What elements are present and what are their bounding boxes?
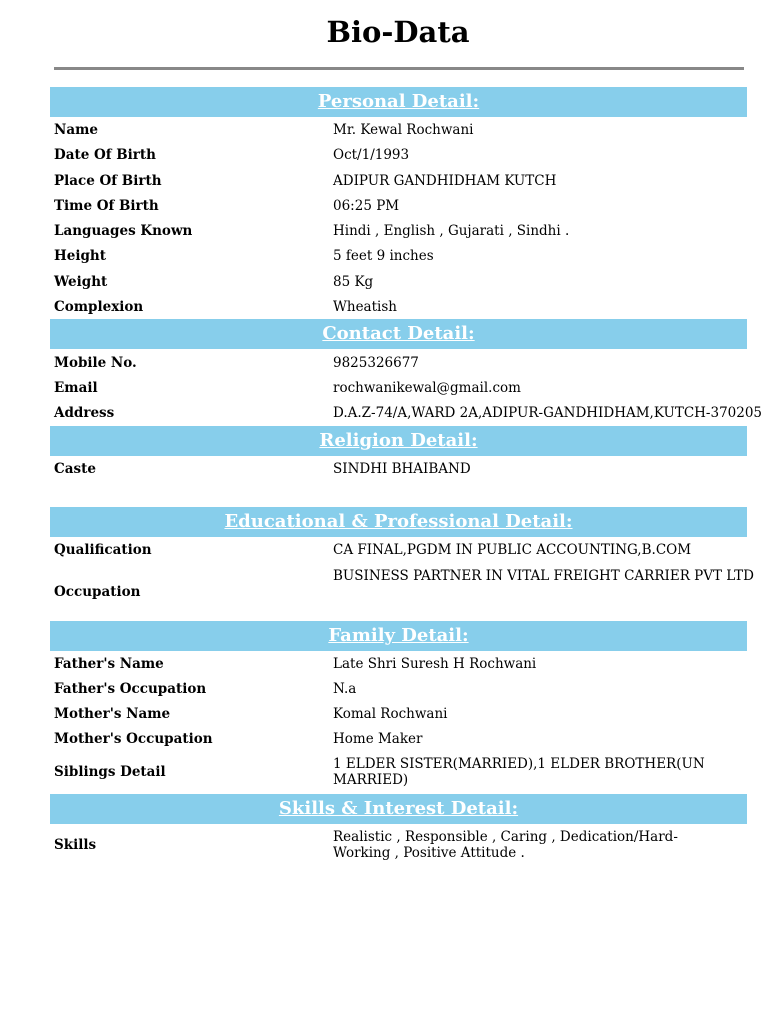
row-label: Mother's Name	[54, 706, 171, 722]
row-label: Weight	[54, 274, 108, 290]
row-value: N.a	[333, 681, 357, 697]
section-heading-education: Educational & Professional Detail:	[50, 507, 747, 537]
row-label: Siblings Detail	[54, 764, 166, 780]
section-heading-contact: Contact Detail:	[50, 319, 747, 349]
row-label: Skills	[54, 837, 97, 853]
row-value: 9825326677	[333, 355, 419, 371]
row-label: Mobile No.	[54, 355, 137, 371]
row-label: Qualification	[54, 542, 152, 558]
row-value: Hindi , English , Gujarati , Sindhi .	[333, 223, 570, 239]
row-value: CA FINAL,PGDM IN PUBLIC ACCOUNTING,B.COM	[333, 542, 692, 558]
row-value: 06:25 PM	[333, 198, 400, 214]
row-label: Caste	[54, 461, 96, 477]
row-label: Email	[54, 380, 98, 396]
row-value: Late Shri Suresh H Rochwani	[333, 656, 537, 672]
page-title: Bio-Data	[326, 15, 470, 49]
section-heading-personal: Personal Detail:	[50, 87, 747, 117]
row-label: Time Of Birth	[54, 198, 159, 214]
row-value: 85 Kg	[333, 274, 374, 290]
row-label: Name	[54, 122, 98, 138]
row-value: rochwanikewal@gmail.com	[333, 380, 521, 396]
row-value: Realistic , Responsible , Caring , Dedication/Hard-Working , Positive Attitude .	[333, 829, 678, 861]
row-value: 5 feet 9 inches	[333, 248, 434, 264]
row-value: Oct/1/1993	[333, 147, 410, 163]
row-label: Father's Name	[54, 656, 164, 672]
row-value: Mr. Kewal Rochwani	[333, 122, 474, 138]
row-label: Occupation	[54, 584, 141, 600]
row-label: Place Of Birth	[54, 173, 162, 189]
section-heading-family: Family Detail:	[50, 621, 747, 651]
section-heading-skills: Skills & Interest Detail:	[50, 794, 747, 824]
row-label: Height	[54, 248, 106, 264]
row-value: Wheatish	[333, 299, 397, 315]
row-value: D.A.Z-74/A,WARD 2A,ADIPUR-GANDHIDHAM,KUTCH-370205	[333, 405, 763, 421]
row-value: Home Maker	[333, 731, 423, 747]
row-value: ADIPUR GANDHIDHAM KUTCH	[333, 173, 557, 189]
row-value: BUSINESS PARTNER IN VITAL FREIGHT CARRIER PVT LTD	[333, 568, 754, 584]
row-label: Complexion	[54, 299, 144, 315]
row-label: Address	[54, 405, 115, 421]
section-heading-religion: Religion Detail:	[50, 426, 747, 456]
row-label: Mother's Occupation	[54, 731, 213, 747]
row-value: SINDHI BHAIBAND	[333, 461, 471, 477]
row-label: Father's Occupation	[54, 681, 207, 697]
row-value: 1 ELDER SISTER(MARRIED),1 ELDER BROTHER(UN MARRIED)	[333, 756, 705, 788]
row-label: Date Of Birth	[54, 147, 156, 163]
row-value: Komal Rochwani	[333, 706, 448, 722]
row-label: Languages Known	[54, 223, 193, 239]
title-divider	[54, 67, 744, 70]
